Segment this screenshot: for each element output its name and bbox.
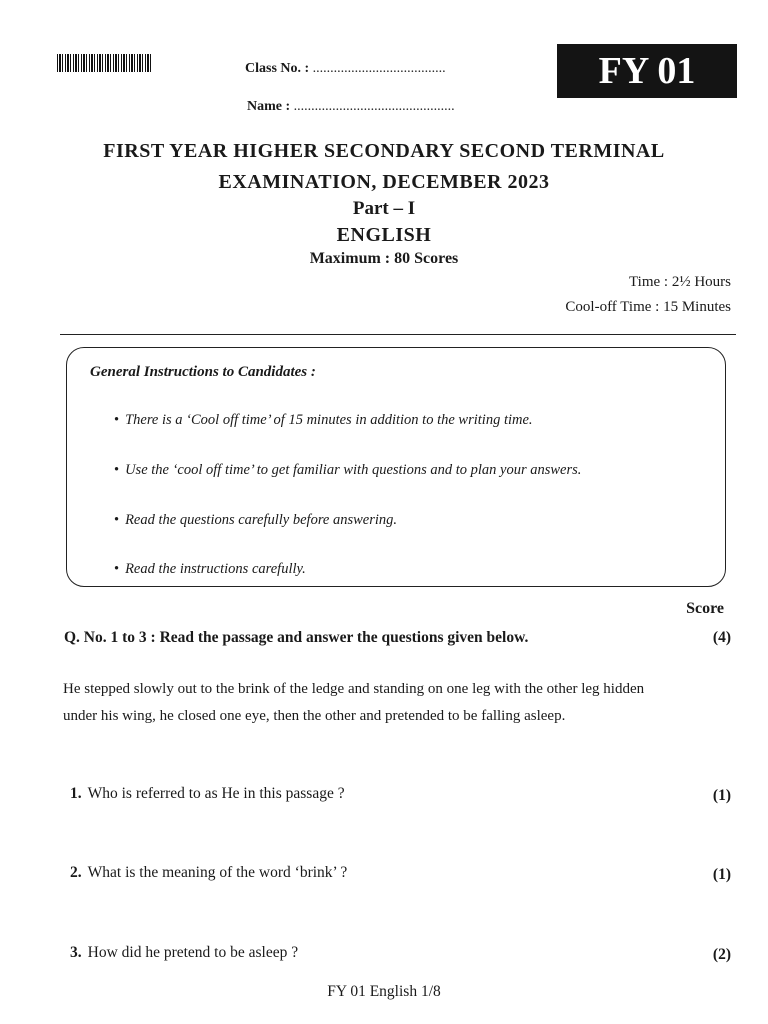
class-no-label: Class No. :	[245, 61, 310, 76]
section-heading: Q. No. 1 to 3 : Read the passage and answer the questions given below.	[64, 629, 529, 646]
section-score: (4)	[712, 629, 731, 646]
cool-off-time: Cool-off Time : 15 Minutes	[565, 299, 731, 315]
name-label: Name :	[247, 99, 291, 114]
question-number: 2.	[70, 864, 82, 881]
instruction-item	[114, 462, 581, 479]
bullet-icon: •	[114, 512, 120, 528]
question-score: (1)	[712, 866, 731, 883]
instruction-text: Read the questions carefully before answering.	[125, 512, 398, 528]
question-number: 3.	[70, 944, 82, 961]
passage-line: under his wing, he closed one eye, then the other and pretended to be falling asleep.	[63, 708, 566, 724]
instruction-text: Use the ‘cool off time’ to get familiar with questions and to plan your answers.	[125, 462, 582, 478]
question-1	[70, 785, 345, 803]
reading-passage	[63, 676, 739, 730]
question-text: How did he pretend to be asleep ?	[87, 944, 299, 961]
question-number: 1.	[70, 785, 82, 802]
exam-subject: ENGLISH	[336, 224, 432, 246]
exam-part: Part – I	[352, 198, 416, 219]
instruction-text: Read the instructions carefully.	[125, 561, 306, 577]
class-no-dots: ......................................	[312, 61, 446, 76]
question-score: (1)	[712, 787, 731, 804]
exam-time: Time : 2½ Hours	[629, 274, 731, 290]
score-column-label: Score	[686, 600, 724, 617]
question-text: Who is referred to as He in this passage ?	[87, 785, 345, 802]
question-text: What is the meaning of the word ‘brink’ ?	[87, 864, 348, 881]
bullet-icon: •	[114, 412, 120, 428]
exam-title-line2: EXAMINATION, DECEMBER 2023	[218, 171, 550, 193]
paper-code-badge: FY 01	[557, 44, 737, 98]
question-score: (2)	[712, 946, 731, 963]
page-footer: FY 01 English 1/8	[327, 983, 441, 1000]
question-2	[70, 864, 347, 882]
bullet-icon: •	[114, 561, 120, 577]
barcode	[57, 54, 153, 72]
instruction-item	[114, 412, 533, 429]
passage-line: He stepped slowly out to the brink of the ledge and standing on one leg with the other leg hidden	[63, 681, 645, 697]
name-dots: ..............................................	[293, 99, 455, 114]
bullet-icon: •	[114, 462, 120, 478]
exam-title-line1: FIRST YEAR HIGHER SECONDARY SECOND TERMINAL	[103, 140, 665, 162]
instruction-text: There is a ‘Cool off time’ of 15 minutes in addition to the writing time.	[125, 412, 533, 428]
instruction-item	[114, 512, 397, 529]
name-field	[247, 99, 455, 115]
class-no-field	[245, 61, 446, 77]
divider-rule	[60, 334, 736, 335]
question-3	[70, 944, 298, 962]
max-scores: Maximum : 80 Scores	[309, 250, 459, 267]
instructions-heading: General Instructions to Candidates :	[90, 364, 316, 380]
instruction-item	[114, 561, 306, 578]
